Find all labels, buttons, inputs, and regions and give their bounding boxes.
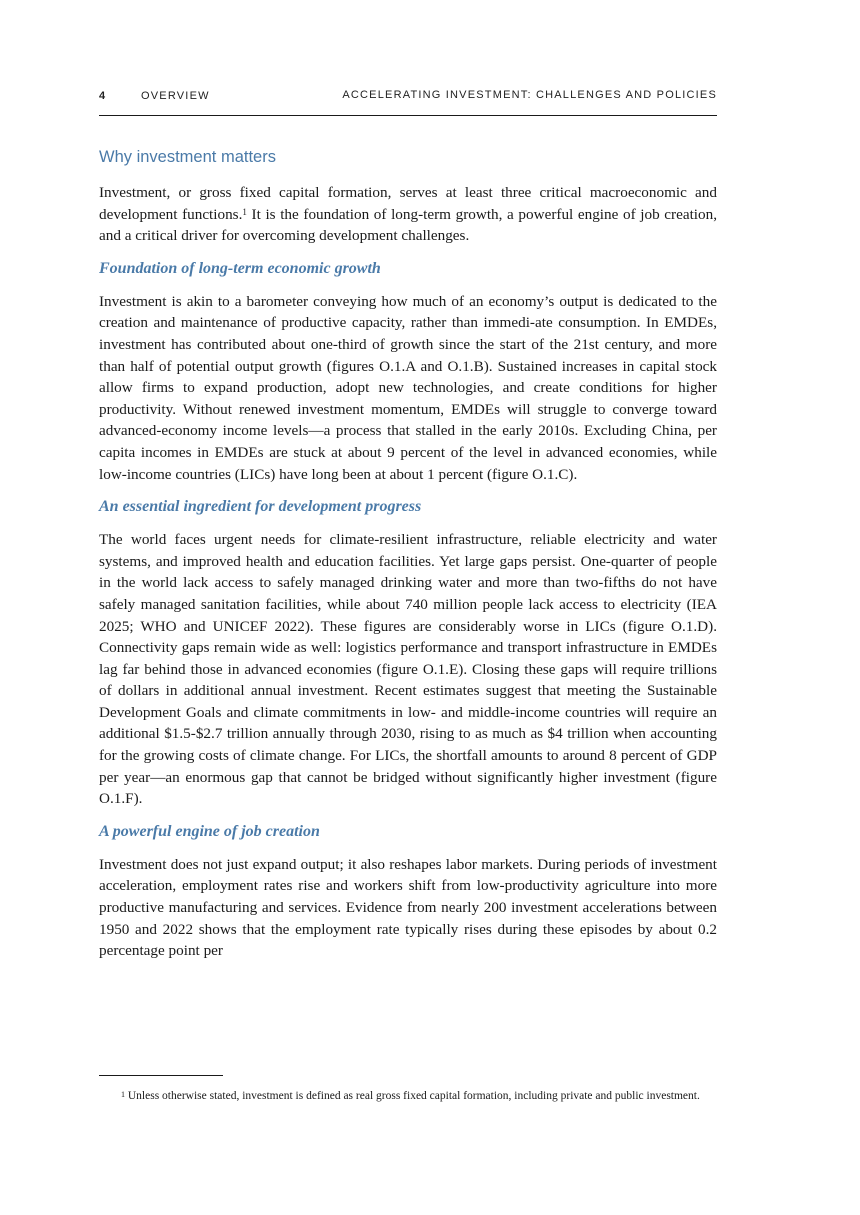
subheading-jobs: A powerful engine of job creation: [99, 822, 320, 840]
footnote-reference[interactable]: 1: [242, 206, 247, 217]
page-body: [99, 146, 717, 972]
header-section: OVERVIEW: [141, 90, 210, 102]
paragraph-development: The world faces urgent needs for climate-resilient infrastructure, reliable electricity and water systems, and improved health and education facilities. Yet large gaps persist. One-quarter of people in the world lack access to safely managed drinking water and more than two-fifths do not have safely managed sanitation facilities, while about 740 million people lack access to electricity (IEA 2025; WHO and UNICEF 2022). These figures are considerably worse in LICs (figure O.1.D). Connectivity gaps remain wide as well: logistics performance and transport infrastructure in EMDEs lag far behind those in advanced economies (figure O.1.E). Closing these gaps will require trillions of dollars in additional annual investment. Recent estimates suggest that meeting the Sustainable Development Goals and climate commitments in low- and middle-income countries will require an additional $1.5-$2.7 trillion annually through 2030, rising to as much as $4 trillion when accounting for the growing costs of climate change. For LICs, the shortfall amounts to around 8 percent of GDP per year—an enormous gap that cannot be bridged without significantly higher investment (figure O.1.F).: [99, 531, 717, 808]
document-page: [99, 0, 717, 1215]
subheading-growth: Foundation of long-term economic growth: [99, 259, 381, 277]
footnote-divider: [99, 1075, 223, 1076]
paragraph-growth: Investment is akin to a barometer conveying how much of an economy’s output is dedicated to the creation and maintenance of productive capacity, rather than immedi-ate consumption. In EMDEs, investment has contributed about one-third of growth since the start of the 21st century, and more than half of potential output growth (figures O.1.A and O.1.B). Sustained increases in capital stock allow firms to expand production, adopt new technologies, and create conditions for higher productivity. Without renewed investment momentum, EMDEs will struggle to converge toward advanced-economy income levels—a process that stalled in the early 2010s. Excluding China, per capita incomes in EMDEs are stuck at about 9 percent of the level in advanced economies, while low-income countries (LICs) have long been at about 1 percent (figure O.1.C).: [99, 292, 717, 483]
page-number: 4: [99, 90, 107, 102]
section-heading: Why investment matters: [99, 148, 276, 166]
subheading-development: An essential ingredient for development progress: [99, 498, 422, 516]
footnote-marker: 1: [121, 1090, 125, 1099]
footnote: [99, 1088, 717, 1105]
intro-text-after: It is the foundation of long-term growth, a powerful engine of job creation, and a critical driver for overcoming development challenges.: [99, 205, 718, 245]
paragraph-jobs: Investment does not just expand output; it also reshapes labor markets. During periods of investment acceleration, employment rates rise and workers shift from low-productivity agriculture into more productive manufacturing and services. Evidence from nearly 200 investment accelerations between 1950 and 2022 shows that the employment rate typically rises during these episodes by about 0.2 percentage point per: [99, 855, 717, 960]
running-header: [99, 88, 717, 116]
header-title: ACCELERATING INVESTMENT: CHALLENGES AND POLICIES: [342, 89, 717, 101]
intro-text-before: Investment, or gross fixed capital formation, serves at least three critical macroeconomic and development functions.: [99, 184, 717, 223]
intro-paragraph: [99, 182, 717, 247]
footnote-text: Unless otherwise stated, investment is defined as real gross fixed capital formation, including private and public investment.: [125, 1090, 700, 1102]
